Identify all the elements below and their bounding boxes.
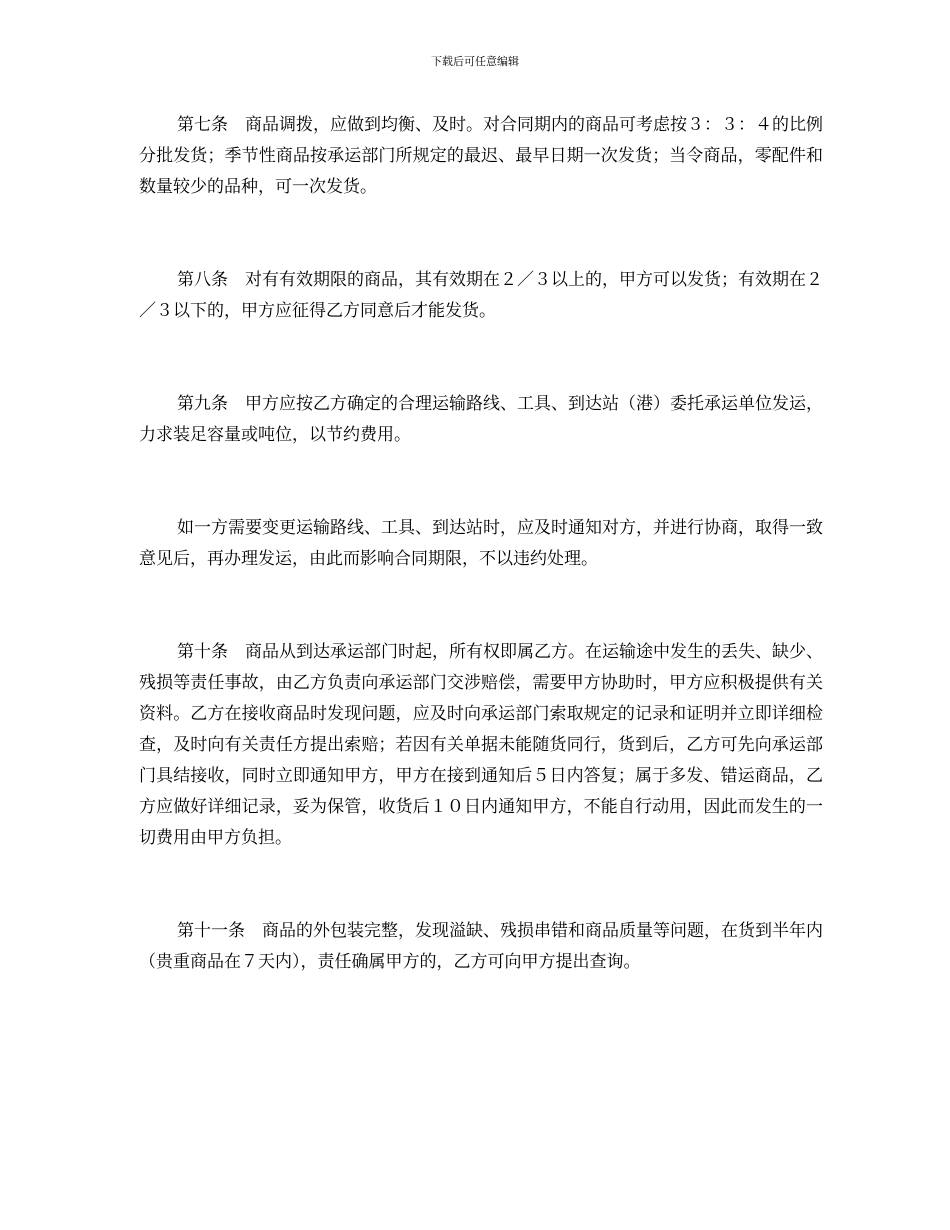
- document-body: [139, 110, 823, 1040]
- route-change-paragraph: 如一方需要变更运输路线、工具、到达站时，应及时通知对方，并进行协商，取得一致意见后，再办理发运，由此而影响合同期限，不以违约处理。: [139, 518, 823, 569]
- page-header: 下载后可任意编辑: [431, 55, 519, 68]
- article-11-paragraph: 第十一条 商品的外包装完整，发现溢缺、残损串错和商品质量等问题，在货到半年内（贵重商品在７天内），责任确属甲方的，乙方可向甲方提出查询。: [139, 921, 823, 972]
- article-7-paragraph: 第七条 商品调拨，应做到均衡、及时。对合同期内的商品可考虑按３：３：４的比例分批发货；季节性商品按承运部门所规定的最迟、最早日期一次发货；当令商品，零配件和数量较少的品种，可一次发货。: [139, 115, 823, 197]
- article-10-paragraph: 第十条 商品从到达承运部门时起，所有权即属乙方。在运输途中发生的丢失、缺少、残损等责任事故，由乙方负责向承运部门交涉赔偿，需要甲方协助时，甲方应积极提供有关资料。乙方在接收商品时发现问题，应及时向承运部门索取规定的记录和证明并立即详细检查，及时向有关责任方提出索赔；若因有关单据未能随货同行，货到后，乙方可先向承运部门具结接收，同时立即通知甲方，甲方在接到通知后５日内答复；属于多发、错运商品，乙方应做好详细记录，妥为保管，收货后１０日内通知甲方，不能自行动用，因此而发生的一切费用由甲方负担。: [139, 642, 823, 848]
- article-9-paragraph: 第九条 甲方应按乙方确定的合理运输路线、工具、到达站（港）委托承运单位发运，力求装足容量或吨位，以节约费用。: [139, 394, 823, 445]
- article-8-paragraph: 第八条 对有有效期限的商品，其有效期在２／３以上的，甲方可以发货；有效期在２／３以下的，甲方应征得乙方同意后才能发货。: [139, 270, 823, 321]
